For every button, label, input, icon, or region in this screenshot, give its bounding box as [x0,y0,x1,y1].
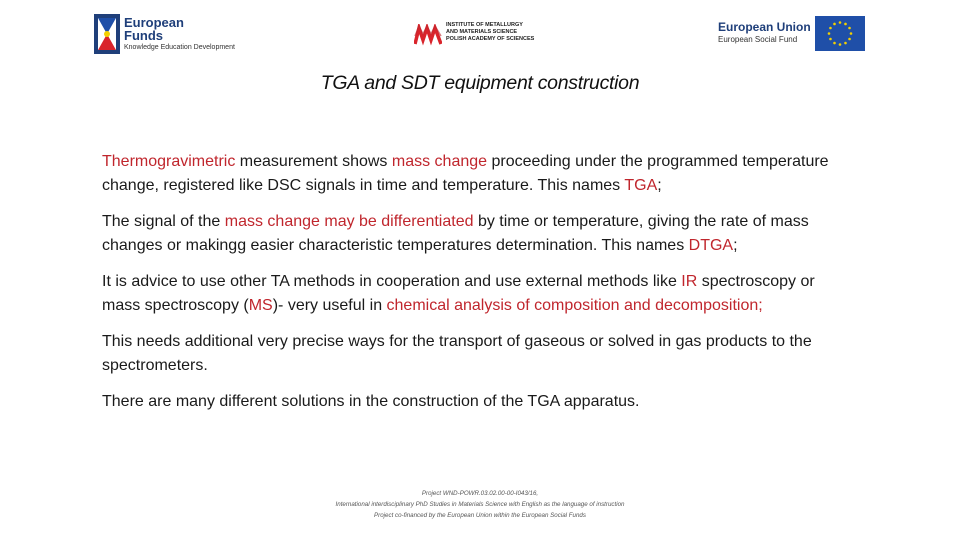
footer-line3: Project co-financed by the European Union within the European Social Funds [374,512,586,519]
page-title: TGA and SDT equipment construction [320,72,640,94]
eu-star-icon [839,21,842,24]
eu-star-icon [848,27,851,30]
eu-star-icon [839,43,842,46]
imim-line1: INSTITUTE OF METALLURGY [446,22,523,28]
footer-line1: Project WND-POWR.03.02.00-00-I043/16, [421,490,539,497]
imim-line3: POLISH ACADEMY OF SCIENCES [446,36,535,42]
eu-line1: European Union [718,20,811,34]
term-dtga: DTGA [688,237,734,254]
imim-emblem-icon [414,24,442,46]
eu-line2: European Social Fund [718,35,798,44]
term-mass-change: mass change [391,153,488,170]
term-ir: IR [681,273,698,290]
paragraph-tga: Thermogravimetric measurement shows mass change proceeding under the programmed temperature change, registered like DSC signals in time and temperature. This names TGA; [102,153,829,194]
imim-line2: AND MATERIALS SCIENCE [446,29,518,35]
footer-line2: International interdisciplinary PhD Studies in Materials Science with English as the language of instruction [335,501,625,508]
paragraph-solutions: There are many different solutions in the construction of the TGA apparatus. [102,393,640,410]
term-mass-change-differentiated: mass change may be differentiated [224,213,474,230]
european-funds-line2: Funds [124,28,163,43]
term-chemical-analysis: chemical analysis of composition and decomposition; [386,297,763,314]
term-tga: TGA [624,177,658,194]
eu-star-icon [848,38,851,41]
european-funds-logo [94,14,264,56]
eu-star-icon [828,32,831,35]
imim-pas-logo [414,22,564,50]
eu-star-icon [833,23,836,26]
project-footer [0,488,960,521]
paragraph-dtga: The signal of the mass change may be differentiated by time or temperature, giving the rate of mass changes or makingg easier characteristic temperatures determination. This names DTGA; [102,213,809,254]
paragraph-transport: This needs additional very precise ways for the transport of gaseous or solved in gas products to the spectrometers. [102,333,812,374]
european-funds-line1: European [124,15,184,30]
eu-star-icon [844,23,847,26]
eu-star-icon [833,42,836,45]
eu-star-icon [844,42,847,45]
slide-content [102,150,852,426]
eu-star-icon [829,27,832,30]
paragraph-ta-methods: It is advice to use other TA methods in cooperation and use external methods like IR spectroscopy or mass spectroscopy (MS)- very useful in chemical analysis of composition and decomposition; [102,273,815,314]
term-ms: MS [248,297,273,314]
eu-star-icon [850,32,853,35]
eu-flag-icon [815,16,865,51]
european-funds-tagline: Knowledge Education Development [124,44,235,51]
european-union-logo [718,16,868,52]
term-thermogravimetric: Thermogravimetric [102,153,236,170]
eu-star-icon [829,38,832,41]
european-funds-emblem-icon [94,14,120,54]
